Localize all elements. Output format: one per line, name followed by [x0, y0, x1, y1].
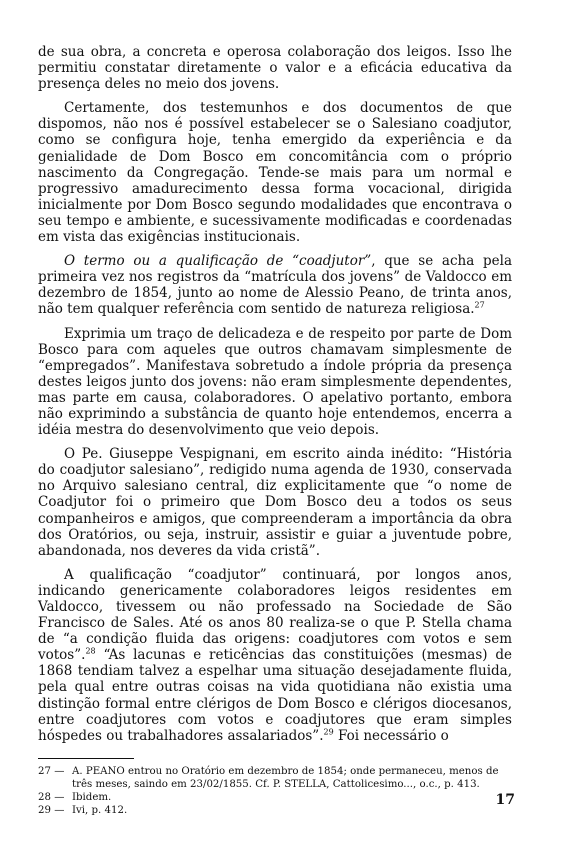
paragraph-4: Exprimia um traço de delicadeza e de respeito por parte de Dom Bosco para com aqueles que outros chamavam simplesmente de “empregados”. Manifestava sobretudo a índole própria da presença destes leigos junto dos jovens: não eram simplesmente dependentes, mas parte em causa, colaboradores. O apelativo portanto, embora não exprimindo a substância de quanto hoje entendemos, encerra a idéia mestra do desenvolvimento que veio depois. — [38, 325, 512, 439]
italic-phrase: O termo ou a qualificação de “coadjutor” — [64, 253, 372, 270]
page-number: 17 — [495, 792, 515, 808]
paragraph-2: Certamente, dos testemunhos e dos documentos de que dispomos, não nos é possível estabelecer se o Salesiano coadjutor, como se configura hoje, tenha emergido da experiência e da genialidade de Dom Bosco em concomitância com o próprio nascimento da Congregação. Tende-se mais para um normal e progressivo amadurecimento dessa forma vocacional, dirigida inicialmente por Dom Bosco segundo modalidades que encontrava o seu tempo e ambiente, e sucessivamente modificadas e coordenadas em vista das exigências institucionais. — [38, 100, 512, 246]
paragraph-1: de sua obra, a concreta e operosa colaboração dos leigos. Isso lhe permitiu constatar diretamente o valor e a eficácia educativa da presença deles no meio dos jovens. — [38, 44, 512, 93]
page-body — [38, 44, 512, 817]
footnote-ref-29: 29 — [323, 727, 334, 737]
footnote-ref-27: 27 — [474, 300, 485, 310]
footnote-28 — [38, 791, 512, 804]
paragraph-6 — [38, 567, 512, 744]
footnote-ref-28: 28 — [85, 646, 96, 656]
footnote-number: 29 — — [38, 804, 65, 816]
footnote-text: Ibidem. — [72, 791, 112, 803]
footnote-text: Ivi, p. 412. — [72, 804, 128, 816]
footnote-text: A. PEANO entrou no Oratório em dezembro de 1854; onde permaneceu, menos de três meses, saindo em 23/02/1855. Cf. P. STELLA, Cattolicesimo..., o.c., p. 413. — [72, 765, 499, 790]
paragraph-6-part3: Foi necessário o — [333, 727, 449, 744]
paragraph-5: O Pe. Giuseppe Vespignani, em escrito ainda inédito: “História do coadjutor salesiano”, redigido numa agenda de 1930, conservada no Arquivo salesiano central, diz explicitamente que “o nome de Coadjutor foi o primeiro que Dom Bosco deu a todos os seus companheiros e amigos, que compreenderam a importância da obra dos Oratórios, ou seja, instruir, assistir e guiar a juventude pobre, abandonada, nos deveres da vida cristã”. — [38, 446, 512, 559]
footnote-number: 28 — — [38, 791, 65, 803]
footnote-27 — [38, 765, 512, 791]
paragraph-6-part2: “As lacunas e reticências das constituições (mesmas) de 1868 tendiam talvez a espelhar uma situação desejadamente fluida, pela qual entre outras coisas na vida quotidiana não existia uma distinção formal entre clérigos de Dom Bosco e clérigos diocesanos, entre coadjutores com votos e coadjutores que eram simples hóspedes ou trabalhadores assalariados”. — [38, 647, 512, 744]
footnote-divider — [38, 758, 134, 759]
paragraph-3 — [38, 253, 512, 317]
paragraph-3-text: , que se acha pela primeira vez nos registros da “matrícula dos jovens” de Valdocco em dezembro de 1854, junto ao nome de Alessio Peano, de trinta anos, não tem qualquer referência com sentido de natureza religiosa. — [38, 253, 512, 318]
footnote-number: 27 — — [38, 765, 65, 777]
footnote-29 — [38, 804, 512, 817]
paragraph-6-part1: A qualificação “coadjutor” continuará, por longos anos, indicando genericamente colaboradores leigos residentes em Valdocco, tivessem ou não professado na Sociedade de São Francisco de Sales. Até os anos 80 realiza-se o que P. Stella chama de “a condição fluida das origens: coadjutores com votos e sem votos”. — [38, 566, 512, 664]
